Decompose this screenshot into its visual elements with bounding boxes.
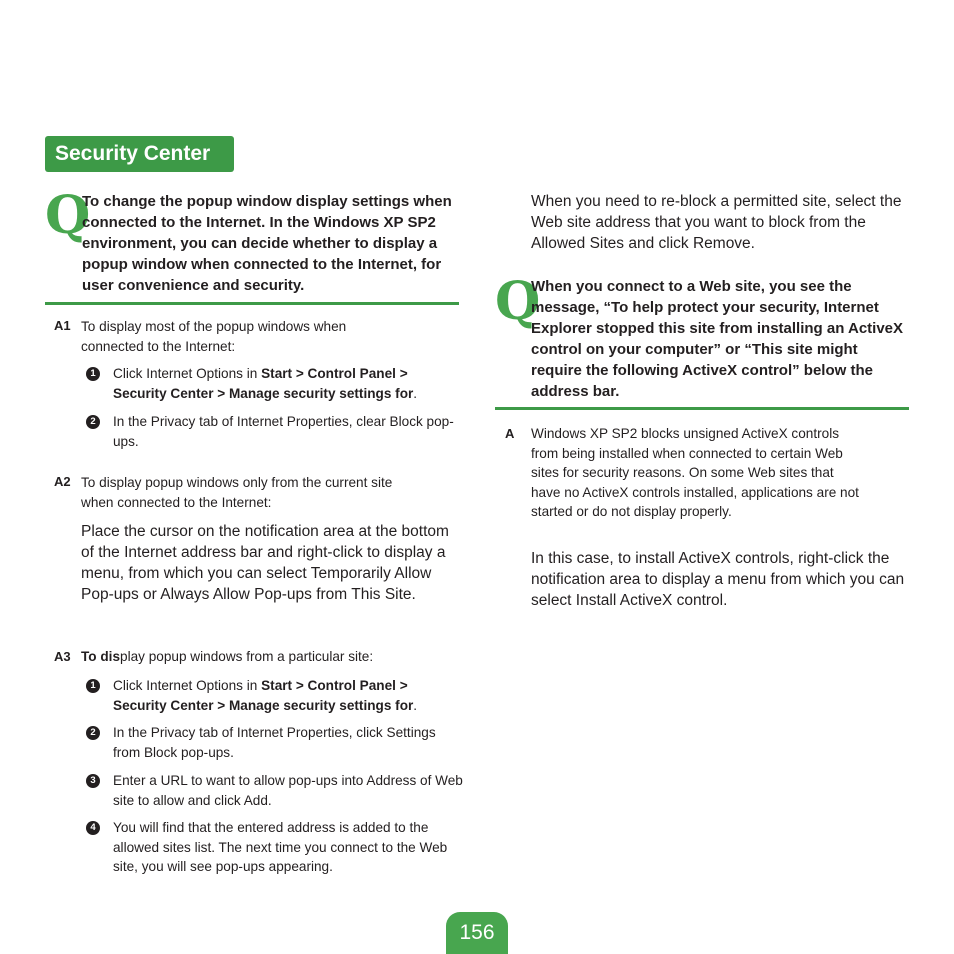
answer-label-a1: A1 (54, 318, 71, 333)
q-icon: Q (495, 271, 541, 332)
question-1-divider (45, 302, 459, 305)
answer-a2-body: Place the cursor on the notification area at the bottom of the Internet address bar and right-click to display a menu, from which you can select Temporarily Allow Pop-ups or Always Allow Pop-ups from This Site. (81, 523, 449, 603)
question-2-text: When you connect to a Web site, you see the message, “To help protect your security, Internet Explorer stopped this site from installing an ActiveX control on your computer” or “This site might require the following ActiveX control” below the address bar. (531, 278, 904, 400)
question-1-text: To change the popup window display settings when connected to the Internet. In the Windows XP SP2 environment, you can decide whether to display a popup window when connected to the Internet, for user convenience and security. (82, 193, 452, 294)
question-2-divider (495, 407, 909, 410)
section-title: Security Center (45, 136, 234, 172)
step-number-icon: 1 (86, 679, 100, 693)
answer-a3-text: To display popup windows from a particular site: (81, 649, 374, 664)
step-number-icon: 2 (86, 726, 100, 740)
answer-a1-text: To display most of the popup windows when connected to the Internet: (81, 319, 347, 354)
step-number-icon: 3 (86, 774, 100, 788)
a3-step-4: You will find that the entered address is added to the allowed sites list. The next time you connect to the Web site, you will see pop-ups appearing. (113, 820, 448, 874)
page-number: 156 (446, 912, 508, 954)
answer-label-a3: A3 (54, 649, 71, 664)
answer-a-text: Windows XP SP2 blocks unsigned ActiveX controls from being installed when connected to certain Web sites for security reasons. On some Web sites that have no ActiveX controls installed, applications are not started or do not display properly. (531, 426, 859, 519)
answer-a-body: In this case, to install ActiveX controls, right-click the notification area to display a menu from which you can select Install ActiveX control. (531, 550, 905, 609)
step-number-icon: 1 (86, 367, 100, 381)
step-number-icon: 2 (86, 415, 100, 429)
q-icon: Q (45, 185, 91, 246)
answer-label-a2: A2 (54, 474, 71, 489)
answer-a2-text: To display popup windows only from the current site when connected to the Internet: (81, 475, 393, 510)
a3-step-3: Enter a URL to want to allow pop-ups into Address of Web site to allow and click Add. (113, 773, 463, 808)
a1-step-2: In the Privacy tab of Internet Properties, clear Block pop-ups. (113, 414, 454, 449)
step-number-icon: 4 (86, 821, 100, 835)
a3-step-2: In the Privacy tab of Internet Properties, click Settings from Block pop-ups. (113, 725, 436, 760)
answer-label-a: A (505, 426, 515, 441)
re-block-intro: When you need to re-block a permitted site, select the Web site address that you want to block from the Allowed Sites and click Remove. (531, 193, 902, 252)
a1-step-1: Click Internet Options in Start > Control Panel > Security Center > Manage security settings for. (113, 366, 418, 401)
a3-step-1: Click Internet Options in Start > Control Panel > Security Center > Manage security settings for. (113, 678, 418, 713)
